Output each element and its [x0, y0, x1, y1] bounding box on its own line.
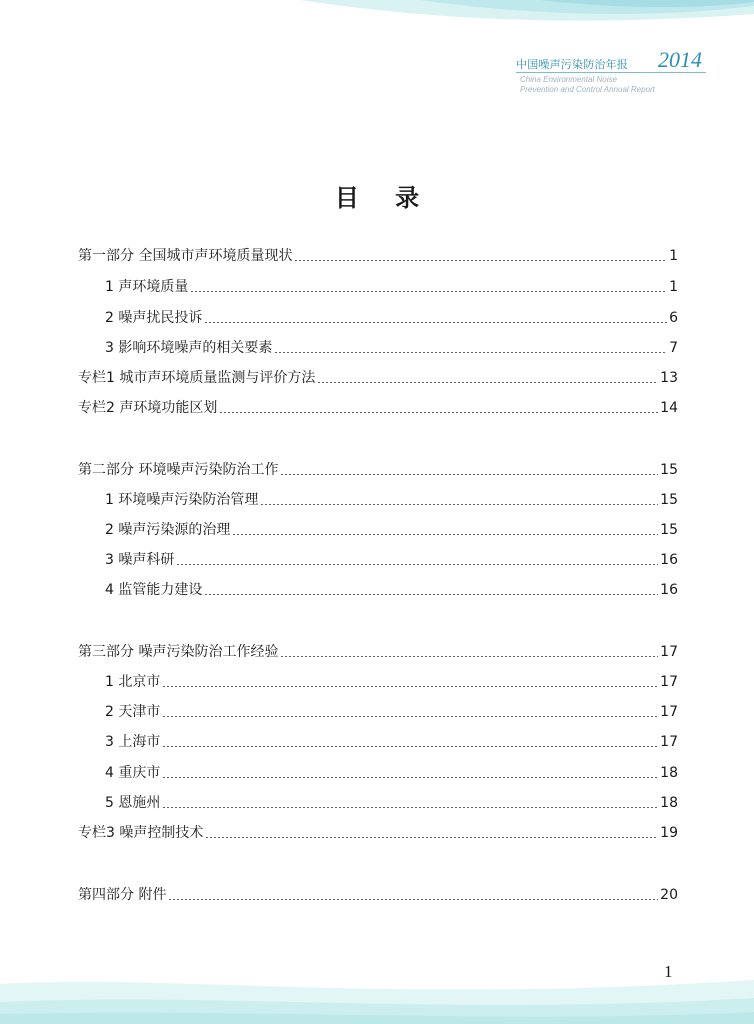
page-title: 目 录 — [334, 184, 434, 212]
toc-entry-part1[interactable] — [78, 246, 678, 266]
toc-entry[interactable] — [105, 763, 678, 783]
dot-leader — [162, 807, 658, 808]
dot-leader — [162, 777, 658, 778]
dot-leader — [176, 564, 658, 565]
dot-leader — [280, 656, 658, 657]
header-year: 2014 — [658, 47, 702, 72]
toc-label: 5 恩施州 — [105, 795, 161, 811]
dot-leader — [274, 352, 667, 353]
toc-page-number: 16 — [660, 582, 678, 598]
toc-label: 4 重庆市 — [105, 765, 161, 781]
bottom-wave-decoration — [0, 944, 754, 1024]
header-title-en: China Environmental Noise Prevention and Control Annual Report — [520, 75, 655, 94]
report-header — [516, 47, 746, 97]
toc-entry[interactable] — [105, 338, 678, 358]
dot-leader — [232, 534, 658, 535]
toc-label: 1 声环境质量 — [105, 279, 189, 295]
toc-entry[interactable] — [105, 580, 678, 600]
dot-leader — [317, 382, 658, 383]
dot-leader — [294, 260, 667, 261]
toc-label: 第四部分 附件 — [78, 887, 167, 903]
toc-page-number: 17 — [660, 734, 678, 750]
toc-label: 3 上海市 — [105, 734, 161, 750]
dot-leader — [219, 412, 658, 413]
dot-leader — [162, 746, 658, 747]
dot-leader — [204, 594, 658, 595]
toc-entry-column3[interactable] — [78, 823, 678, 843]
toc-entry-column2[interactable] — [78, 398, 678, 418]
dot-leader — [190, 291, 667, 292]
toc-page-number: 18 — [660, 795, 678, 811]
toc-label: 2 噪声扰民投诉 — [105, 310, 203, 326]
header-divider — [516, 72, 706, 73]
dot-leader — [260, 504, 658, 505]
toc-entry-column1[interactable] — [78, 368, 678, 388]
toc-label: 专栏3 噪声控制技术 — [78, 825, 204, 841]
toc-entry[interactable] — [105, 672, 678, 692]
toc-label: 1 环境噪声污染防治管理 — [105, 492, 259, 508]
toc-page-number: 15 — [660, 492, 678, 508]
toc-page-number: 17 — [660, 704, 678, 720]
toc-page-number: 15 — [660, 462, 678, 478]
toc-page-number: 6 — [669, 310, 678, 326]
dot-leader — [280, 474, 658, 475]
toc-page-number: 20 — [660, 887, 678, 903]
toc-entry-part2[interactable] — [78, 460, 678, 480]
toc-page-number: 18 — [660, 765, 678, 781]
dot-leader — [204, 322, 667, 323]
dot-leader — [168, 899, 658, 900]
toc-label: 专栏2 声环境功能区划 — [78, 400, 218, 416]
page-number: 1 — [664, 962, 673, 981]
toc-label: 3 噪声科研 — [105, 552, 175, 568]
toc-page-number: 17 — [660, 644, 678, 660]
toc-entry[interactable] — [105, 490, 678, 510]
toc-page-number: 14 — [660, 400, 678, 416]
toc-page-number: 13 — [660, 370, 678, 386]
toc-page-number: 19 — [660, 825, 678, 841]
toc-label: 2 天津市 — [105, 704, 161, 720]
toc-page-number: 1 — [669, 279, 678, 295]
toc-entry[interactable] — [105, 793, 678, 813]
toc-entry[interactable] — [105, 702, 678, 722]
toc-page-number: 7 — [669, 340, 678, 356]
toc-page-number: 17 — [660, 674, 678, 690]
toc-page-number: 15 — [660, 522, 678, 538]
toc-page-number: 16 — [660, 552, 678, 568]
toc-label: 1 北京市 — [105, 674, 161, 690]
dot-leader — [162, 686, 658, 687]
toc-entry-part3[interactable] — [78, 642, 678, 662]
dot-leader — [205, 837, 658, 838]
toc-label: 第一部分 全国城市声环境质量现状 — [78, 248, 293, 264]
toc-label: 第二部分 环境噪声污染防治工作 — [78, 462, 279, 478]
dot-leader — [162, 716, 658, 717]
toc-entry-part4[interactable] — [78, 885, 678, 905]
toc-label: 3 影响环境噪声的相关要素 — [105, 340, 273, 356]
toc-entry[interactable] — [105, 732, 678, 752]
toc-label: 2 噪声污染源的治理 — [105, 522, 231, 538]
header-title-cn: 中国噪声污染防治年报 — [516, 58, 628, 71]
toc-label: 第三部分 噪声污染防治工作经验 — [78, 644, 279, 660]
toc-page-number: 1 — [669, 248, 678, 264]
toc-label: 专栏1 城市声环境质量监测与评价方法 — [78, 370, 316, 386]
toc-entry[interactable] — [105, 277, 678, 297]
toc-entry[interactable] — [105, 308, 678, 328]
toc-entry[interactable] — [105, 550, 678, 570]
toc-label: 4 监管能力建设 — [105, 582, 203, 598]
toc-entry[interactable] — [105, 520, 678, 540]
